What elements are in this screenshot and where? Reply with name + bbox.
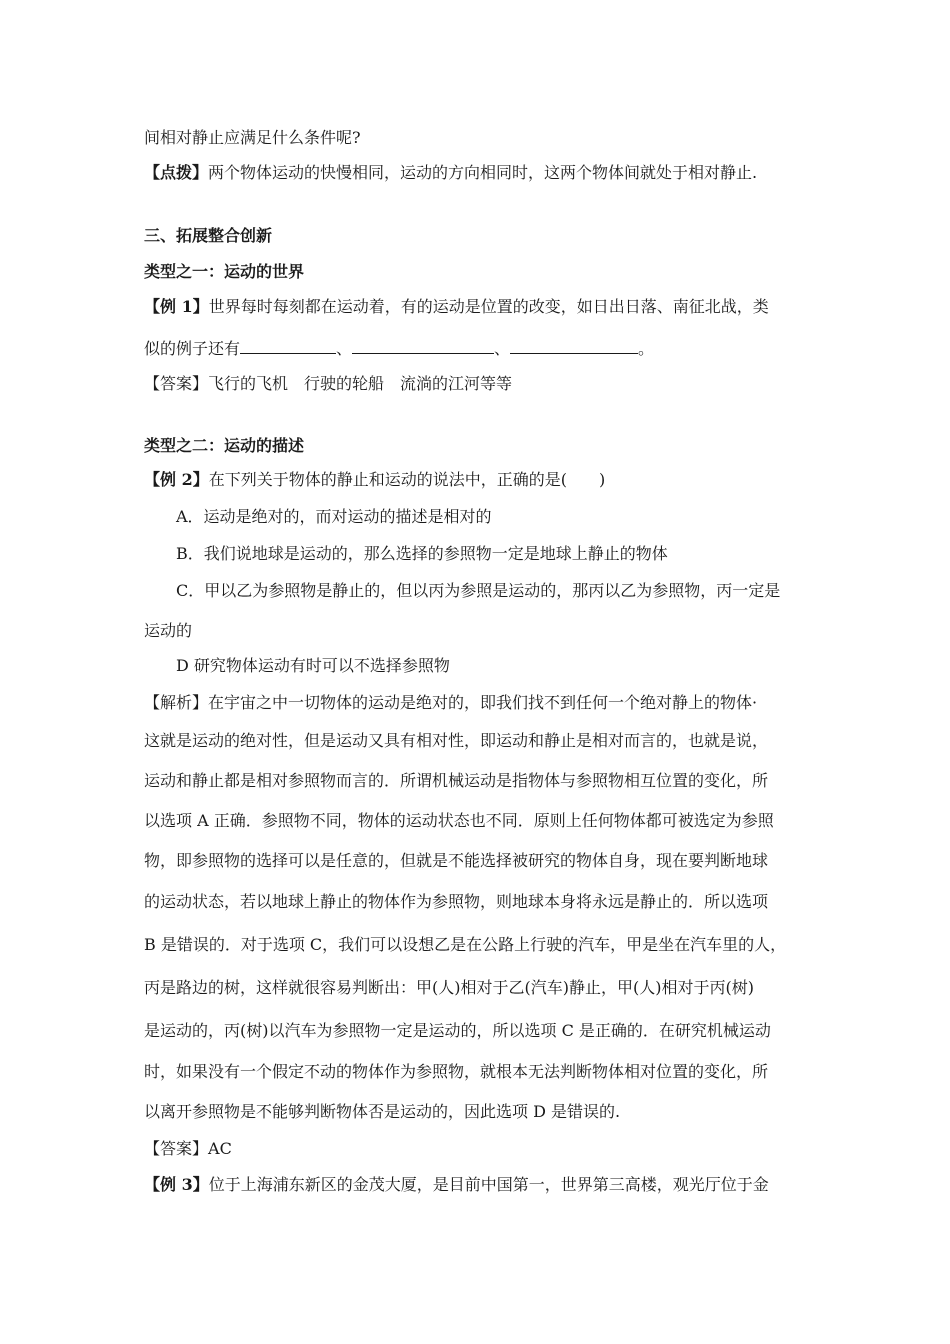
option-text: D 研究物体运动有时可以不选择参照物 [176,656,450,675]
answer-blank[interactable] [240,337,336,354]
analysis-line [144,692,757,714]
text: 间相对静止应满足什么条件呢? [144,128,361,147]
example-tag: 【例 2】 [144,470,209,489]
option-text: C．甲以乙为参照物是静止的，但以丙为参照是运动的，那丙以乙为参照物，丙一定是 [176,581,781,600]
example-1-blanks [144,337,654,360]
example-1 [144,296,769,318]
analysis-text: 以离开参照物是不能够判断物体否是运动的，因此选项 D 是错误的. [144,1102,621,1121]
paragraph-continuation [144,127,361,149]
analysis-line [144,770,768,792]
separator: 、 [336,339,353,358]
analysis-text: 在宇宙之中一切物体的运动是绝对的，即我们找不到任何一个绝对静上的物体· [208,693,758,712]
option-text: 运动的 [144,621,193,640]
type-title: 类型之一：运动的世界 [144,262,305,281]
type-heading-2 [144,435,304,457]
option-b [176,543,668,565]
analysis-line [144,891,768,913]
hint-tag: 【点拨】 [144,163,209,182]
analysis-text: 是运动的，丙(树)以汽车为参照物一定是运动的，所以选项 C 是正确的．在研究机械运动 [144,1021,771,1040]
option-a [176,506,492,528]
analysis-text: 运动和静止都是相对参照物而言的．所谓机械运动是指物体与参照物相互位置的变化，所 [144,771,769,790]
hint-text: 两个物体运动的快慢相同，运动的方向相同时，这两个物体间就处于相对静止. [208,163,758,182]
analysis-line [144,810,774,832]
answer-text: 飞行的飞机 行驶的轮船 流淌的江河等等 [208,374,513,393]
type-title: 类型之二：运动的描述 [144,436,305,455]
analysis-text: 丙是路边的树，这样就很容易判断出：甲(人)相对于乙(汽车)静止，甲(人)相对于丙(树) [144,978,754,997]
type-heading-1 [144,261,304,283]
answer-1 [144,373,512,395]
example-text: 世界每时每刻都在运动着，有的运动是位置的改变，如日出日落、南征北战，类 [208,297,769,316]
analysis-line [144,850,768,872]
analysis-line [144,1020,771,1042]
analysis-line [144,1061,768,1083]
analysis-line [144,730,768,752]
example-text: 在下列关于物体的静止和运动的说法中，正确的是( ) [208,470,606,489]
analysis-text: 时，如果没有一个假定不动的物体作为参照物，就根本无法判断物体相对位置的变化，所 [144,1062,769,1081]
option-c [176,580,780,602]
analysis-text: B 是错误的．对于选项 C，我们可以设想乙是在公路上行驶的汽车，甲是坐在汽车里的人， [144,935,787,954]
hint-paragraph [144,162,757,184]
example-2 [144,469,605,491]
example-tag: 【例 3】 [144,1175,209,1194]
answer-blank[interactable] [352,337,494,354]
option-c-continued [144,620,192,642]
example-tag: 【例 1】 [144,297,209,316]
option-text: A．运动是绝对的，而对运动的描述是相对的 [176,507,492,526]
analysis-text: 物，即参照物的选择可以是任意的，但就是不能选择被研究的物体自身，现在要判断地球 [144,851,769,870]
period: 。 [638,339,655,358]
analysis-line [144,1101,620,1123]
analysis-line [144,934,786,956]
option-d [176,655,450,677]
answer-2 [144,1138,232,1160]
answer-text: AC [208,1139,232,1158]
answer-tag: 【答案】 [144,1139,209,1158]
answer-tag: 【答案】 [144,374,209,393]
example-3 [144,1174,769,1196]
analysis-text: 以选项 A 正确．参照物不同，物体的运动状态也不同．原则上任何物体都可被选定为参照 [144,811,774,830]
option-text: B．我们说地球是运动的，那么选择的参照物一定是地球上静止的物体 [176,544,668,563]
answer-blank[interactable] [510,337,638,354]
analysis-text: 这就是运动的绝对性，但是运动又具有相对性，即运动和静止是相对而言的，也就是说， [144,731,769,750]
section-title: 三、拓展整合创新 [144,226,273,245]
analysis-line [144,977,754,999]
analysis-text: 的运动状态，若以地球上静止的物体作为参照物，则地球本身将永远是静止的．所以选项 [144,892,769,911]
analysis-tag: 【解析】 [144,693,209,712]
separator: 、 [494,339,511,358]
section-heading [144,225,272,247]
example-text: 位于上海浦东新区的金茂大厦，是目前中国第一，世界第三高楼，观光厅位于金 [208,1175,769,1194]
example-text: 似的例子还有 [144,339,241,358]
